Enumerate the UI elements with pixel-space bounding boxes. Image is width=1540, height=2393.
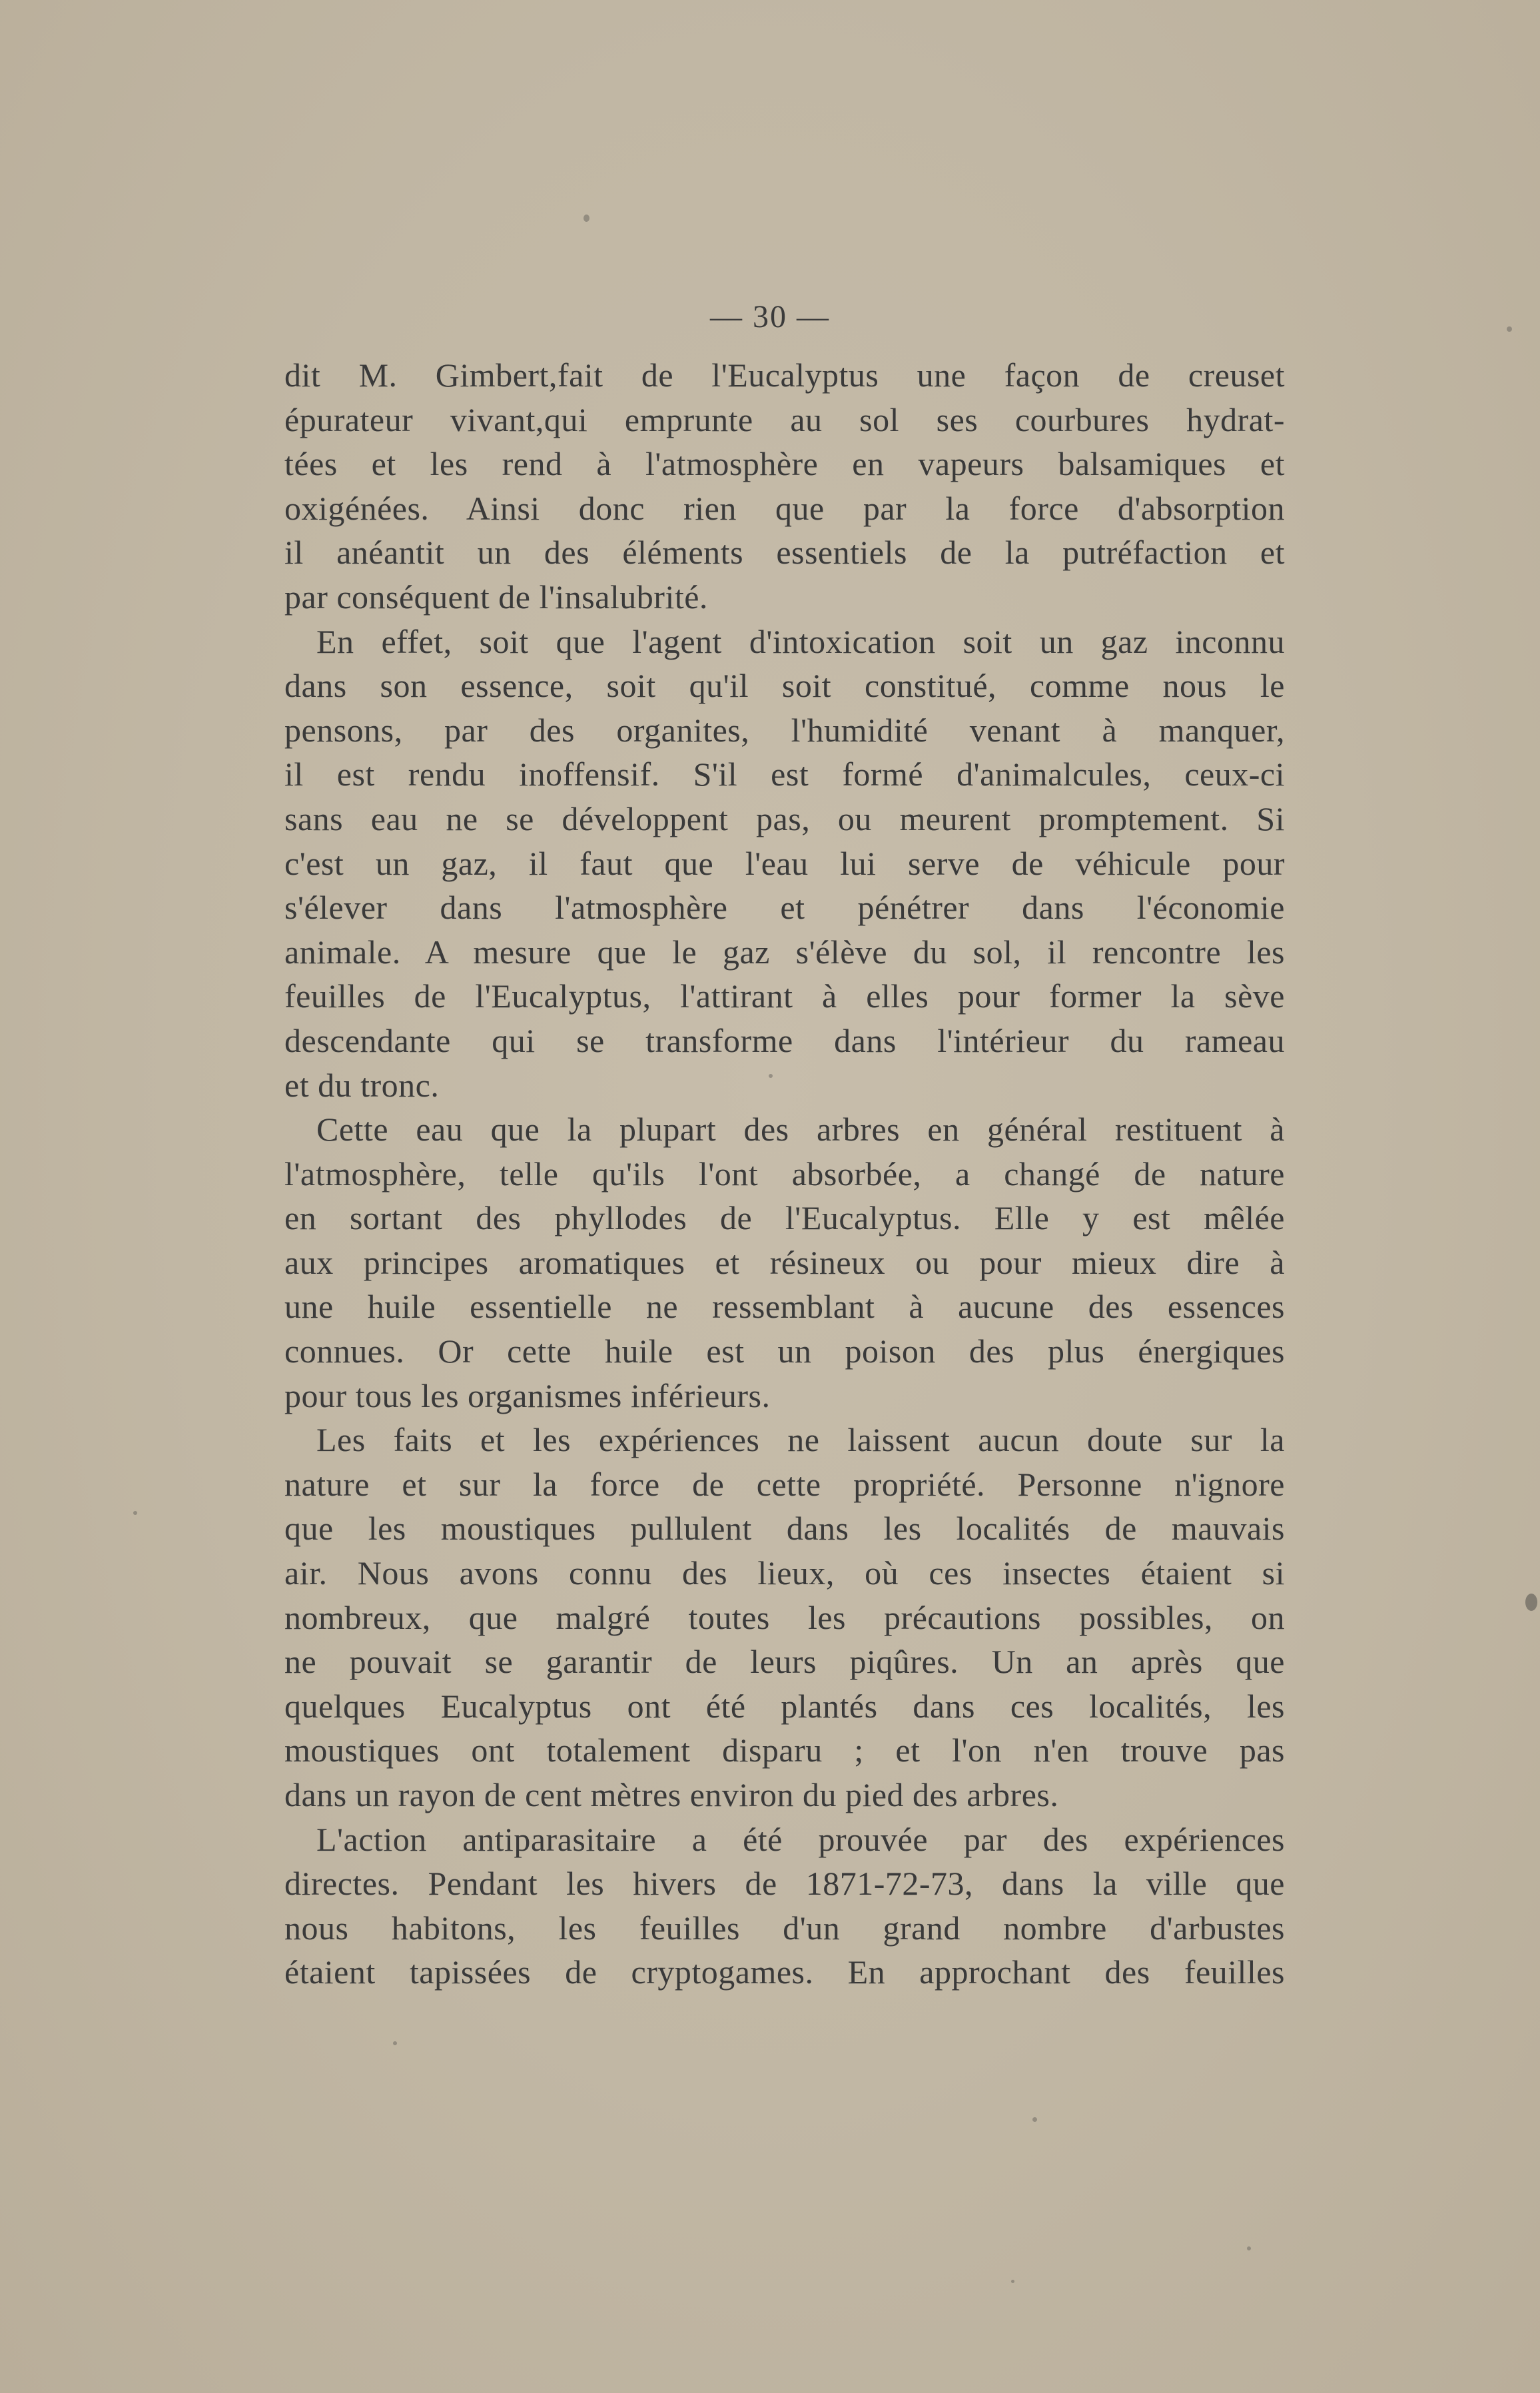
text-line: sans eau ne se développent pas, ou meurent promptement. Si bbox=[284, 799, 1285, 837]
text-line: quelques Eucalyptus ont été plantés dans ces localités, les bbox=[284, 1687, 1285, 1725]
text-line: épurateur vivant,qui emprunte au sol ses courbures hydrat- bbox=[284, 400, 1285, 438]
text-line: oxigénées. Ainsi donc rien que par la force d'absorption bbox=[284, 489, 1285, 527]
text-line: animale. A mesure que le gaz s'élève du sol, il rencontre les bbox=[284, 933, 1285, 971]
text-line: dans un rayon de cent mètres environ du pied des arbres. bbox=[284, 1776, 1059, 1813]
text-line: nature et sur la force de cette propriété. Personne n'ignore bbox=[284, 1465, 1285, 1503]
text-line: par conséquent de l'insalubrité. bbox=[284, 578, 708, 616]
text-line: air. Nous avons connu des lieux, où ces insectes étaient si bbox=[284, 1554, 1285, 1592]
text-line: étaient tapissées de cryptogames. En approchant des feuilles bbox=[284, 1953, 1285, 1991]
text-line: ne pouvait se garantir de leurs piqûres. Un an après que bbox=[284, 1643, 1285, 1681]
paper-speck bbox=[1247, 2246, 1251, 2250]
text-line: moustiques ont totalement disparu ; et l'on n'en trouve pas bbox=[284, 1731, 1285, 1769]
paper-speck bbox=[1032, 2117, 1037, 2122]
text-line: nous habitons, les feuilles d'un grand nombre d'arbustes bbox=[284, 1909, 1285, 1947]
text-line: s'élever dans l'atmosphère et pénétrer dans l'économie bbox=[284, 889, 1285, 927]
text-line: l'atmosphère, telle qu'ils l'ont absorbée, a changé de nature bbox=[284, 1155, 1285, 1193]
text-line: il est rendu inoffensif. S'il est formé d'animalcules, ceux-ci bbox=[284, 755, 1285, 793]
text-line: pour tous les organismes inférieurs. bbox=[284, 1376, 771, 1414]
text-line: feuilles de l'Eucalyptus, l'attirant à elles pour former la sève bbox=[284, 977, 1285, 1015]
text-line: dit M. Gimbert,fait de l'Eucalyptus une façon de creuset bbox=[284, 356, 1285, 394]
text-line: tées et les rend à l'atmosphère en vapeurs balsamiques et bbox=[284, 445, 1285, 483]
text-line: Cette eau que la plupart des arbres en général restituent à bbox=[316, 1111, 1285, 1149]
text-line: que les moustiques pullulent dans les localités de mauvais bbox=[284, 1510, 1285, 1548]
text-line: en sortant des phyllodes de l'Eucalyptus. Elle y est mêlée bbox=[284, 1199, 1285, 1237]
body-text bbox=[284, 353, 1285, 1995]
text-line: dans son essence, soit qu'il soit constitué, comme nous le bbox=[284, 667, 1285, 705]
text-line: En effet, soit que l'agent d'intoxication soit un gaz inconnu bbox=[316, 622, 1285, 660]
text-line: L'action antiparasitaire a été prouvée par des expériences bbox=[316, 1820, 1285, 1858]
text-line: pensons, par des organites, l'humidité venant à manquer, bbox=[284, 711, 1285, 749]
text-line: il anéantit un des éléments essentiels de la putréfaction et bbox=[284, 534, 1285, 572]
text-line: directes. Pendant les hivers de 1871-72-73, dans la ville que bbox=[284, 1865, 1285, 1903]
paper-speck bbox=[1525, 1594, 1537, 1611]
paper-speck bbox=[583, 215, 589, 222]
page-number: — 30 — bbox=[710, 299, 830, 334]
text-line: connues. Or cette huile est un poison des plus énergiques bbox=[284, 1332, 1285, 1370]
paper-speck bbox=[133, 1511, 137, 1515]
paper-speck bbox=[1011, 2280, 1014, 2283]
paper-speck bbox=[393, 2041, 397, 2045]
text-line: c'est un gaz, il faut que l'eau lui serve de véhicule pour bbox=[284, 844, 1285, 882]
text-line: aux principes aromatiques et résineux ou pour mieux dire à bbox=[284, 1243, 1285, 1281]
text-line: et du tronc. bbox=[284, 1066, 440, 1104]
text-line: une huile essentielle ne ressemblant à aucune des essences bbox=[284, 1288, 1285, 1326]
text-line: nombreux, que malgré toutes les précautions possibles, on bbox=[284, 1598, 1285, 1636]
text-line: Les faits et les expériences ne laissent aucun doute sur la bbox=[316, 1421, 1285, 1459]
text-line: descendante qui se transforme dans l'intérieur du rameau bbox=[284, 1021, 1285, 1059]
